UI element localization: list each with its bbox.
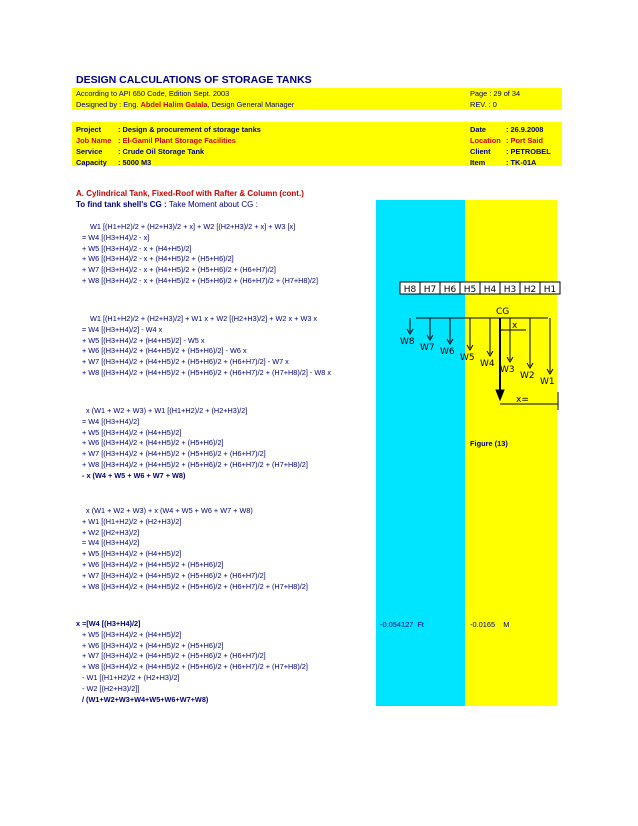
h-label: H5 — [463, 285, 477, 295]
project-value: : Crude Oil Storage Tank — [118, 147, 205, 156]
equation-line: + W7 [(H3+H4)/2 + (H4+H5)/2 + (H5+H6)/2 + (H6+H7)/2] - W7 x — [82, 357, 289, 367]
page-number: Page : 29 of 34 — [470, 89, 521, 98]
equation-line: + W5 [(H3+H4)/2 + (H4+H5)/2] — [82, 629, 182, 639]
equation-line: x (W1 + W2 + W3) + x (W4 + W5 + W6 + W7 + W8) — [86, 506, 253, 515]
equation-line: x =[W4 [(H3+H4)/2] — [76, 619, 141, 628]
project-label: Project — [76, 125, 102, 134]
w-label: W4 — [480, 359, 495, 369]
h-label: H1 — [543, 285, 557, 295]
equation-line: - x (W4 + W5 + W6 + W7 + W8) — [82, 470, 186, 480]
equation-line: + W7 [(H3+H4)/2 - x + (H4+H5)/2 + (H5+H6)/2 + (H6+H7)/2] — [82, 265, 276, 275]
equation-line: + W7 [(H3+H4)/2 + (H4+H5)/2 + (H5+H6)/2 + (H6+H7)/2] — [82, 449, 266, 459]
equation-line: + W8 [(H3+H4)/2 - x + (H4+H5)/2 + (H5+H6)/2 + (H6+H7)/2 + (H7+H8)/2] — [82, 276, 319, 285]
cg-label: CG — [496, 307, 510, 317]
equation-line: + W8 [(H3+H4)/2 + (H4+H5)/2 + (H5+H6)/2 + (H6+H7)/2 + (H7+H8)/2] - W8 x — [82, 368, 331, 377]
equation-line: + W6 [(H3+H4)/2 + (H4+H5)/2 + (H5+H6)/2] — [82, 640, 224, 650]
project-right-label: Date — [470, 125, 487, 134]
designed-by — [76, 99, 294, 110]
project-right-value: : 26.9.2008 — [506, 125, 544, 134]
project-right-label: Client — [470, 147, 491, 156]
equation-line: + W7 [(H3+H4)/2 + (H4+H5)/2 + (H5+H6)/2 + (H6+H7)/2] — [82, 651, 266, 661]
equation-line: x (W1 + W2 + W3) + W1 [(H1+H2)/2 + (H2+H3)/2] — [86, 406, 248, 415]
h-label: H8 — [403, 285, 417, 295]
result-m-unit: M — [503, 620, 510, 629]
project-label: Job Name — [76, 136, 112, 145]
equation-line: W1 [(H1+H2)/2 + (H2+H3)/2 + x] + W2 [(H2+H3)/2 + x] + W3 [x] — [90, 222, 296, 231]
equation-line: + W5 [(H3+H4)/2 + (H4+H5)/2] — [82, 427, 182, 437]
equation-line: + W1 [(H1+H2)/2 + (H2+H3)/2] — [82, 516, 182, 526]
w-label: W7 — [420, 343, 435, 353]
h-label: H6 — [443, 285, 457, 295]
w-label: W1 — [540, 377, 555, 387]
h-label: H7 — [423, 285, 437, 295]
h-label: H4 — [483, 285, 497, 295]
w-label: W3 — [500, 365, 515, 375]
x-eq-label: x= — [516, 395, 529, 405]
result-ft — [380, 619, 424, 630]
project-right-value: : TK-01A — [506, 158, 537, 167]
equation-line: + W7 [(H3+H4)/2 + (H4+H5)/2 + (H5+H6)/2 + (H6+H7)/2] — [82, 570, 266, 580]
sub-normal: Take Moment about CG : — [168, 200, 258, 209]
result-ft-unit: Ft — [417, 620, 424, 629]
h-label: H2 — [523, 285, 537, 295]
w-label: W8 — [400, 337, 415, 347]
result-column-m — [465, 200, 557, 706]
equation-line: = W4 [(H3+H4)/2 - x] — [82, 232, 150, 242]
project-label: Service — [76, 147, 103, 156]
result-m — [470, 619, 509, 630]
equation-line: / (W1+W2+W3+W4+W5+W6+W7+W8) — [82, 694, 209, 704]
figure-caption: Figure (13) — [470, 439, 508, 448]
equation-line: = W4 [(H3+H4)/2] — [82, 416, 140, 426]
w-label: W6 — [440, 347, 455, 357]
project-value: : 5000 M3 — [118, 158, 152, 167]
equation-line: + W6 [(H3+H4)/2 - x + (H4+H5)/2 + (H5+H6)/2] — [82, 254, 234, 264]
designer-name: Abdel Halim Galala — [140, 100, 208, 109]
equation-line: + W8 [(H3+H4)/2 + (H4+H5)/2 + (H5+H6)/2 + (H6+H7)/2 + (H7+H8)/2] — [82, 460, 308, 469]
equation-line: + W8 [(H3+H4)/2 + (H4+H5)/2 + (H5+H6)/2 + (H6+H7)/2 + (H7+H8)/2] — [82, 581, 308, 591]
equation-line: + W5 [(H3+H4)/2 + (H4+H5)/2] - W5 x — [82, 335, 205, 345]
sub-bold: To find tank shell's CG : — [76, 200, 169, 209]
project-right-label: Location — [470, 136, 501, 145]
code-line: According to API 650 Code, Edition Sept. 2003 — [76, 89, 230, 98]
equation-line: + W8 [(H3+H4)/2 + (H4+H5)/2 + (H5+H6)/2 + (H6+H7)/2 + (H7+H8)/2] — [82, 662, 308, 672]
equation-line: W1 [(H1+H2)/2 + (H2+H3)/2] + W1 x + W2 [(H2+H3)/2] + W2 x + W3 x — [90, 314, 318, 323]
cg-arrow — [496, 390, 504, 400]
equation-line: = W4 [(H3+H4)/2] — [82, 538, 140, 548]
project-value: : Design & procurement of storage tanks — [118, 125, 261, 134]
equation-line: - W2 [(H2+H3)/2]] — [82, 683, 140, 693]
project-label: Capacity — [76, 158, 107, 167]
page-title: DESIGN CALCULATIONS OF STORAGE TANKS — [76, 74, 312, 86]
equation-line: + W6 [(H3+H4)/2 + (H4+H5)/2 + (H5+H6)/2] - W6 x — [82, 346, 247, 356]
x-label: x — [512, 321, 518, 331]
equation-line: + W6 [(H3+H4)/2 + (H4+H5)/2 + (H5+H6)/2] — [82, 438, 224, 448]
result-m-value: -0.0165 — [470, 620, 496, 629]
equation-line: = W4 [(H3+H4)/2] - W4 x — [82, 324, 163, 334]
section-heading: A. Cylindrical Tank, Fixed-Roof with Rafter & Column (cont.) — [76, 189, 304, 198]
equation-line: + W5 [(H3+H4)/2 + (H4+H5)/2] — [82, 549, 182, 559]
result-ft-value: -0.054127 — [380, 620, 414, 629]
designer-role: , Design General Manager — [207, 100, 295, 109]
project-right-label: Item — [470, 158, 486, 167]
equation-line: + W5 [(H3+H4)/2 - x + (H4+H5)/2] — [82, 243, 192, 253]
w-label: W2 — [520, 371, 535, 381]
project-right-value: : Port Said — [506, 136, 543, 145]
w-label: W5 — [460, 353, 475, 363]
equation-line: + W6 [(H3+H4)/2 + (H4+H5)/2 + (H5+H6)/2] — [82, 560, 224, 569]
revision: REV. : 0 — [470, 100, 497, 109]
project-right-value: : PETROBEL — [506, 147, 551, 156]
designed-prefix: Designed by : Eng. — [76, 100, 141, 109]
project-value: : El-Gamil Plant Storage Facilities — [118, 136, 236, 145]
result-column-ft — [376, 200, 465, 706]
h-label: H3 — [503, 285, 517, 295]
equation-line: + W2 [(H2+H3)/2] — [82, 527, 140, 537]
section-subheading — [76, 199, 258, 210]
tank-cg-figure — [398, 280, 562, 415]
equation-line: - W1 [(H1+H2)/2 + (H2+H3)/2] — [82, 673, 180, 682]
